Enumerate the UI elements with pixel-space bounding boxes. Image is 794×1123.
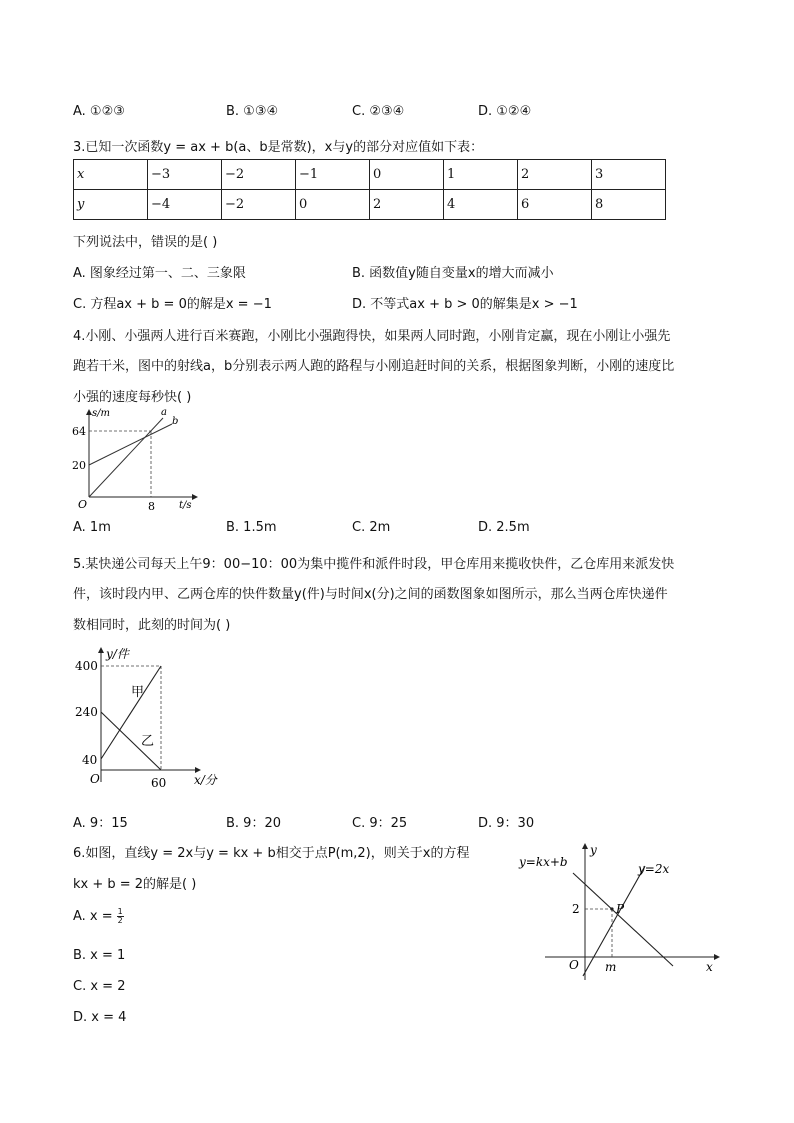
y-tick-400: 400 [75, 659, 98, 673]
q3-option-a: A. 图象经过第一、二、三象限 [73, 266, 246, 281]
table-cell: 0 [296, 190, 370, 220]
q4-line-2: 跑若干米，图中的射线a，b分别表示两人跑的路程与小刚追赶时间的关系，根据图象判断，小刚的速度比 [73, 359, 675, 374]
table-cell: 2 [518, 160, 592, 190]
q6-option-a-fraction [117, 908, 124, 925]
q3-option-d: D. 不等式ax + b > 0的解集是x > −1 [352, 297, 578, 312]
table-row-y [74, 190, 666, 220]
q2-option-a: A. ①②③ [73, 104, 125, 119]
q6-line-2: kx + b = 2的解是( ) [73, 877, 197, 892]
x-axis-label: t/s [179, 500, 192, 511]
line-kx-b-label: y=kx+b [519, 855, 568, 869]
q5-option-b: B. 9：20 [226, 816, 281, 831]
table-cell: 0 [370, 160, 444, 190]
origin-label: O [78, 498, 88, 511]
table-cell: −2 [222, 160, 296, 190]
label-jia: 甲 [131, 685, 145, 700]
table-cell: −4 [148, 190, 222, 220]
y-axis-label: y [590, 843, 597, 857]
q5-graph [68, 640, 228, 790]
table-cell: 6 [518, 190, 592, 220]
x-axis-label: x [706, 960, 713, 974]
q4-option-d: D. 2.5m [478, 520, 530, 535]
line-a [89, 418, 163, 497]
point-p [610, 907, 613, 910]
table-cell: 2 [370, 190, 444, 220]
q2-option-b: B. ①③④ [226, 104, 279, 119]
label-yi: 乙 [141, 734, 155, 749]
q5-line-2: 件，该时段内甲、乙两仓库的快件数量y(件)与时间x(分)之间的函数图象如图所示，那么当两仓库快递件 [73, 587, 668, 602]
x-tick-m: m [605, 960, 617, 974]
q6-line-1: 6.如图，直线y = 2x与y = kx + b相交于点P(m,2)，则关于x的方程 [73, 846, 470, 861]
table-cell: 8 [592, 190, 666, 220]
q4-option-c: C. 2m [352, 520, 391, 535]
x-tick-8: 8 [148, 500, 155, 513]
q6-graph [515, 840, 725, 985]
table-cell: 3 [592, 160, 666, 190]
q3-value-table [73, 159, 666, 220]
fraction-numerator: 1 [117, 907, 123, 916]
point-p-label: P [616, 902, 625, 916]
q3-option-b: B. 函数值y随自变量x的增大而减小 [352, 266, 554, 281]
x-axis-label: x/分 [194, 773, 217, 787]
fraction-denominator: 2 [117, 916, 123, 925]
y-tick-20: 20 [72, 459, 86, 472]
q4-line-3: 小强的速度每秒快( ) [73, 390, 192, 405]
y-tick-64: 64 [72, 425, 86, 438]
q6-option-b: B. x = 1 [73, 948, 126, 963]
line-2x-label: y=2x [638, 862, 670, 876]
q6-option-a-prefix: A. x = [73, 909, 113, 924]
table-cell: −3 [148, 160, 222, 190]
q3-stem: 3.已知一次函数y = ax + b(a、b是常数)，x与y的部分对应值如下表： [73, 140, 484, 155]
origin-label: O [90, 772, 100, 786]
table-row-x [74, 160, 666, 190]
y-tick-2: 2 [572, 902, 580, 916]
table-cell: y [74, 190, 148, 220]
q6-option-a [73, 908, 124, 925]
q3-option-c: C. 方程ax + b = 0的解是x = −1 [73, 297, 272, 312]
line-b-label: b [172, 416, 179, 427]
x-tick-60: 60 [151, 776, 167, 790]
table-cell: −2 [222, 190, 296, 220]
y-tick-40: 40 [82, 753, 98, 767]
q4-line-1: 4.小刚、小强两人进行百米赛跑，小刚比小强跑得快，如果两人同时跑，小刚肯定赢，现在小刚让小强先 [73, 329, 671, 344]
table-cell: 4 [444, 190, 518, 220]
q3-prompt: 下列说法中，错误的是( ) [73, 235, 218, 250]
q2-option-c: C. ②③④ [352, 104, 405, 119]
q5-option-d: D. 9：30 [478, 816, 535, 831]
q4-option-a: A. 1m [73, 520, 111, 535]
q5-line-1: 5.某快递公司每天上午9：00−10：00为集中揽件和派件时段，甲仓库用来揽收快件，乙仓库用来派发快 [73, 557, 675, 572]
q5-option-a: A. 9：15 [73, 816, 128, 831]
origin-label: O [569, 958, 579, 972]
q6-option-d: D. x = 4 [73, 1010, 127, 1025]
line-a-label: a [161, 407, 167, 418]
q4-option-b: B. 1.5m [226, 520, 277, 535]
y-tick-240: 240 [75, 705, 98, 719]
line-b [89, 424, 172, 465]
table-cell: 1 [444, 160, 518, 190]
y-axis-label: y/件 [106, 647, 129, 661]
table-cell: −1 [296, 160, 370, 190]
q4-graph [65, 402, 205, 517]
q5-option-c: C. 9：25 [352, 816, 408, 831]
q6-option-c: C. x = 2 [73, 979, 126, 994]
q5-line-3: 数相同时，此刻的时间为( ) [73, 618, 231, 633]
q2-option-d: D. ①②④ [478, 104, 532, 119]
table-cell: x [74, 160, 148, 190]
y-axis-label: s/m [92, 408, 110, 419]
line-kx-b [573, 873, 673, 966]
